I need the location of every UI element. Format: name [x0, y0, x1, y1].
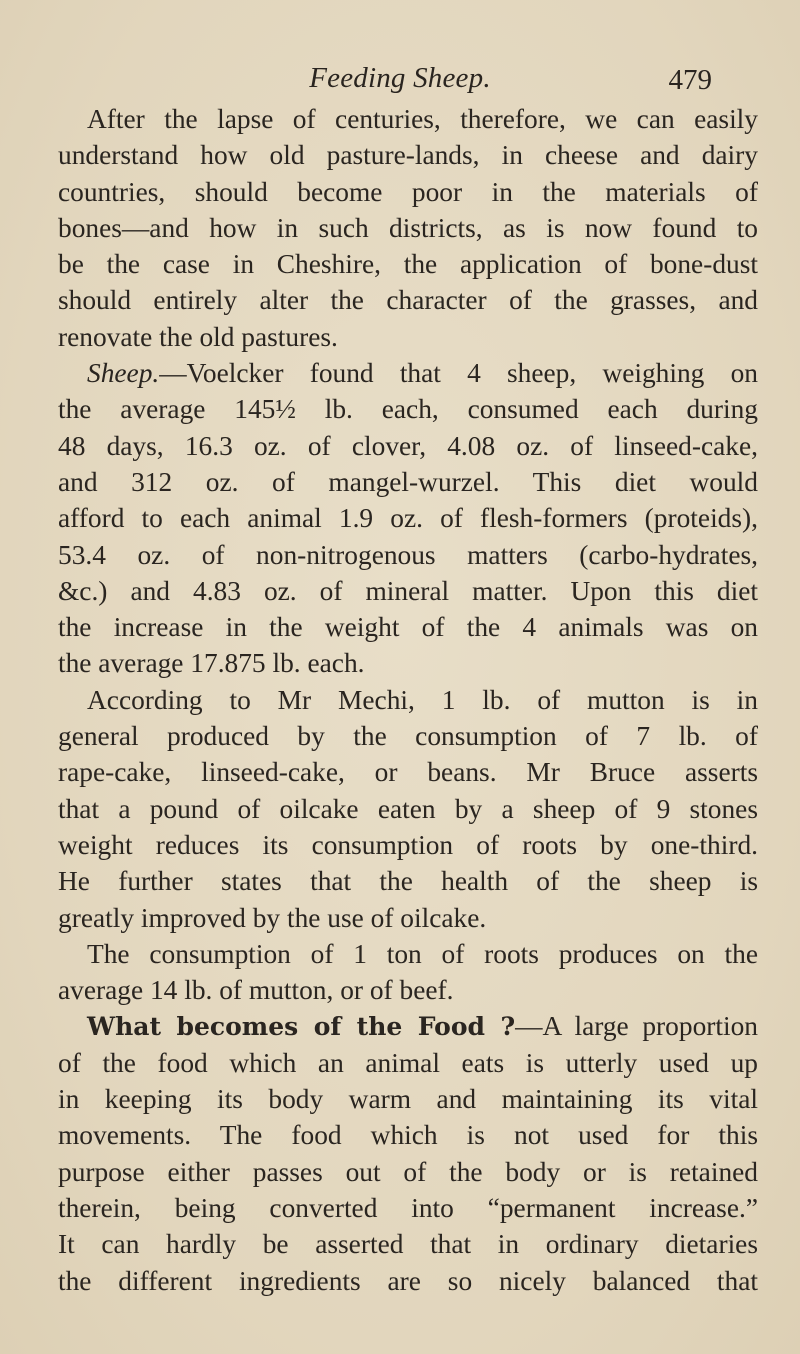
sheep-heading: Sheep. [87, 358, 160, 389]
text-line: According to Mr Mechi, 1 lb. of mutton is in [87, 684, 758, 715]
running-head [0, 62, 800, 102]
text-line: greatly improved by the use of oilcake. [58, 902, 487, 933]
text-line: therein, being converted into “permanent increase.” [58, 1192, 758, 1223]
text-line: 48 days, 16.3 oz. of clover, 4.08 oz. of linseed-cake, [58, 430, 758, 461]
text-line: the increase in the weight of the 4 animals was on [58, 612, 758, 643]
text-line: of the food which an animal eats is utterly used up [58, 1047, 758, 1078]
text-line: general produced by the consumption of 7 lb. of [58, 721, 758, 752]
food-heading: What becomes of the Food ? [87, 1012, 516, 1042]
text-line: The consumption of 1 ton of roots produces on the [87, 938, 758, 969]
text-line: understand how old pasture-lands, in cheese and dairy [58, 140, 758, 171]
text-line: that a pound of oilcake eaten by a sheep of 9 stones [58, 793, 758, 824]
page-number: 479 [668, 64, 712, 96]
text-line: After the lapse of centuries, therefore, we can easily [87, 104, 758, 134]
text-line: and 312 oz. of mangel-wurzel. This diet would [58, 466, 758, 497]
text-line: should entirely alter the character of the grasses, and [58, 285, 758, 316]
text-line: It can hardly be asserted that in ordinary dietaries [58, 1229, 758, 1260]
text-line: He further states that the health of the sheep is [58, 866, 758, 897]
text-line: weight reduces its consumption of roots by one-third. [58, 829, 758, 860]
running-title: Feeding Sheep. [309, 62, 491, 94]
text-line: be the case in Cheshire, the application of bone-dust [58, 249, 758, 280]
body-text [58, 101, 758, 1299]
text-line: the different ingredients are so nicely balanced that [58, 1265, 758, 1296]
food-paragraph-text: —A large proportion [515, 1011, 758, 1042]
text-line: afford to each animal 1.9 oz. of flesh-formers (proteids), [58, 503, 758, 534]
text-line: bones—and how in such districts, as is now found to [58, 212, 758, 243]
text-line: rape-cake, linseed-cake, or beans. Mr Bruce asserts [58, 757, 758, 788]
text-line: renovate the old pastures. [58, 321, 338, 352]
text-line: average 14 lb. of mutton, or of beef. [58, 975, 454, 1006]
food-paragraph-line [58, 1008, 758, 1044]
text-line: &c.) and 4.83 oz. of mineral matter. Upon this diet [58, 575, 758, 606]
sheep-paragraph-line [58, 355, 758, 391]
text-line: 53.4 oz. of non-nitrogenous matters (carbo-hydrates, [58, 539, 758, 570]
sheep-paragraph-text: —Voelcker found that 4 sheep, weighing on [159, 358, 758, 389]
text-line: the average 17.875 lb. each. [58, 648, 365, 679]
text-line: countries, should become poor in the materials of [58, 176, 758, 207]
text-line: the average 145½ lb. each, consumed each during [58, 394, 758, 425]
text-line: movements. The food which is not used for this [58, 1120, 758, 1151]
text-line: in keeping its body warm and maintaining its vital [58, 1084, 758, 1115]
text-line: purpose either passes out of the body or is retained [58, 1156, 758, 1187]
